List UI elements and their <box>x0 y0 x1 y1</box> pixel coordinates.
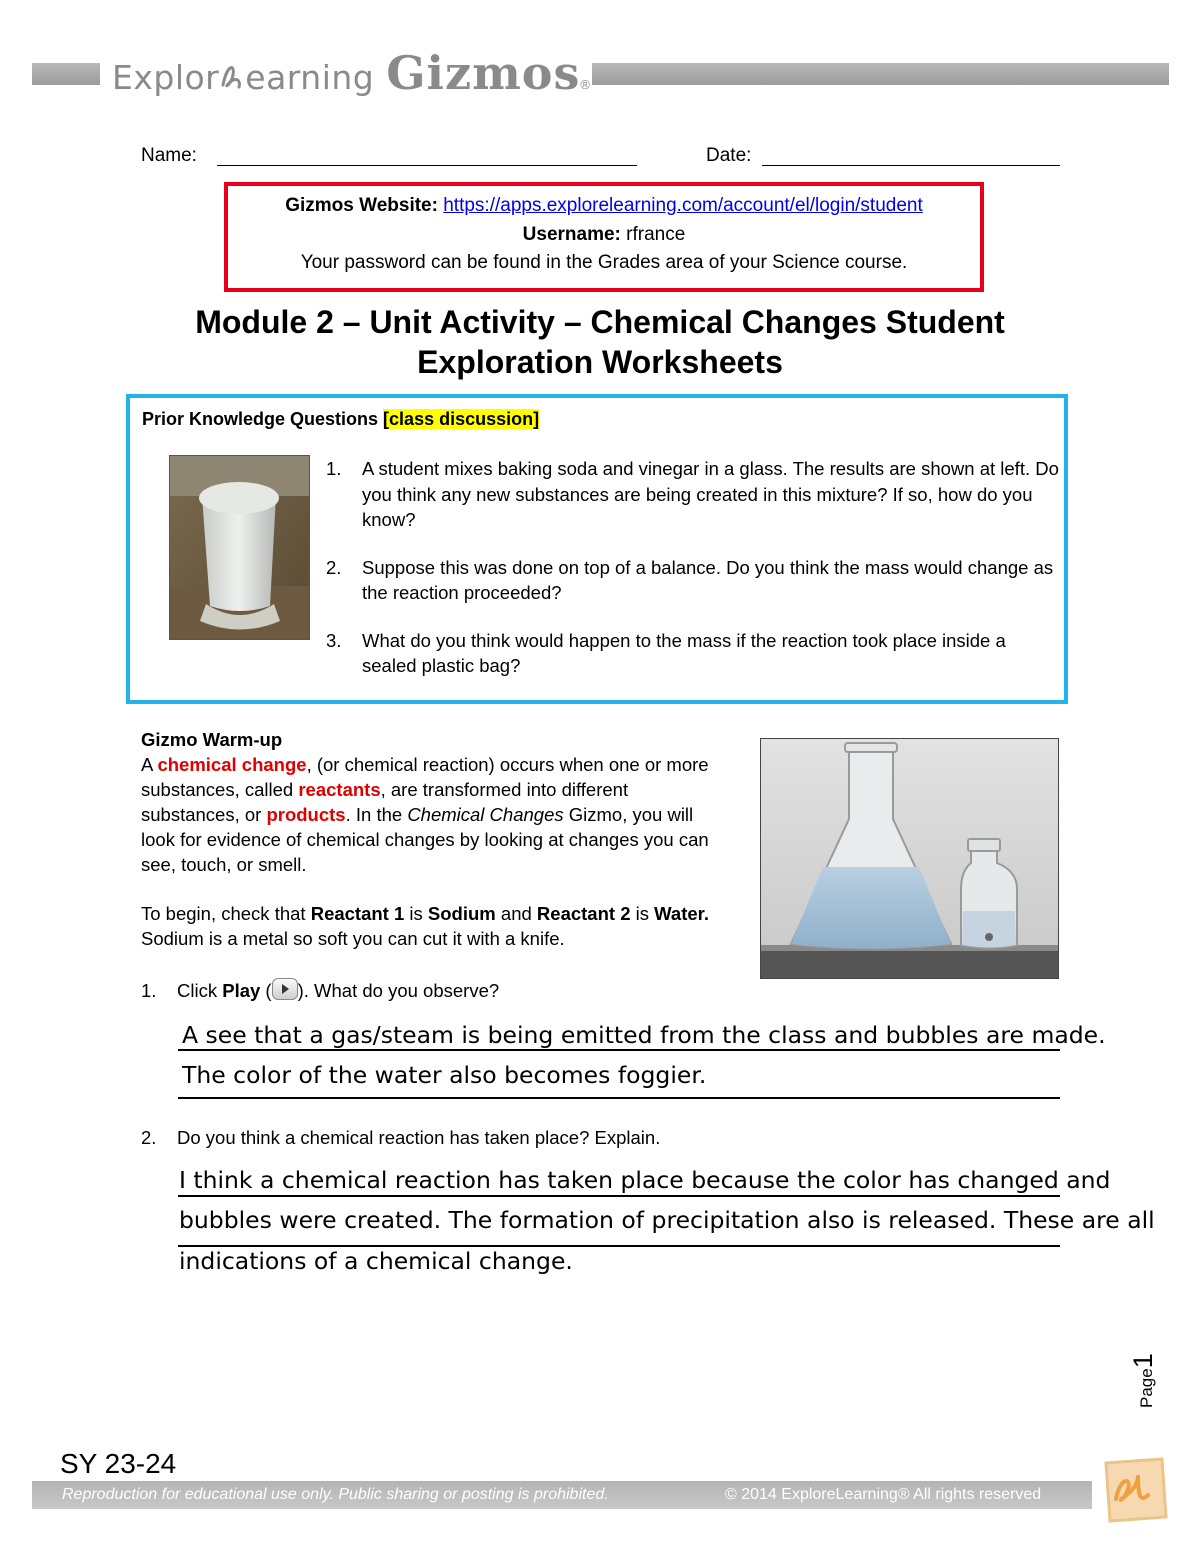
baking-soda-photo <box>169 455 310 640</box>
website-link[interactable]: https://apps.explorelearning.com/account/el/login/student <box>443 195 923 216</box>
brand-swirl-icon <box>219 61 245 93</box>
q1-answer-rule-2 <box>178 1097 1060 1099</box>
title-line-1: Module 2 – Unit Activity – Chemical Changes Student <box>195 304 1005 340</box>
q1-num: 1. <box>141 980 157 1001</box>
website-label: Gizmos Website: <box>285 195 438 216</box>
q1-answer-rule-1 <box>178 1049 1060 1051</box>
play-button-icon[interactable] <box>272 978 298 1000</box>
gizmo-name: Chemical Changes <box>407 804 564 825</box>
page-title <box>100 302 1100 382</box>
title-line-2: Exploration Worksheets <box>417 344 783 380</box>
question-2 <box>141 1125 660 1151</box>
school-year: SY 23-24 <box>60 1448 177 1479</box>
username-value: rfrance <box>626 223 686 245</box>
footer-disclaimer: Reproduction for educational use only. Public sharing or posting is prohibited. <box>62 1486 609 1503</box>
prior-question-1 <box>326 456 1061 533</box>
prior-q3-text: What do you think would happen to the mass if the reaction took place inside a sealed plastic bag? <box>362 629 1006 676</box>
explorelearning-logo-icon <box>1098 1455 1170 1525</box>
date-label: Date: <box>706 145 752 166</box>
q2-answer-line-3[interactable]: indications of a chemical change. <box>179 1247 573 1275</box>
question-1: 1. Click Play ( ). What do you observe? <box>141 978 499 1004</box>
warmup-heading: Gizmo Warm-up <box>141 729 283 750</box>
brand-logo <box>112 46 590 106</box>
class-discussion-tag: [class discussion] <box>383 409 540 429</box>
brand-gizmos: Gizmos <box>386 46 581 100</box>
page-label: Page <box>1137 1368 1156 1408</box>
prior-question-3 <box>326 628 1061 679</box>
prior-q1-text: A student mixes baking soda and vinegar in a glass. The results are shown at left. Do you think any new substances are being created in this mixture? If so, how do you know? <box>362 458 1059 530</box>
prior-knowledge-heading <box>142 409 539 430</box>
brand-learning: earning <box>245 58 375 97</box>
page-number <box>1120 1340 1160 1410</box>
q1-answer-line-2[interactable]: The color of the water also becomes foggier. <box>182 1061 707 1089</box>
q2-text: Do you think a chemical reaction has taken place? Explain. <box>177 1127 661 1148</box>
brand-explore: Explor <box>112 58 220 97</box>
q2-num: 2. <box>141 1127 157 1148</box>
username-label: Username: <box>522 223 621 245</box>
q2-answer-line-2[interactable]: bubbles were created. The formation of precipitation also is released. These are all <box>179 1206 1155 1234</box>
prior-q1-num: 1. <box>326 458 342 479</box>
prior-q2-text: Suppose this was done on top of a balance. Do you think the mass would change as the reaction proceeded? <box>362 556 1054 603</box>
warmup-paragraph-2: To begin, check that Reactant 1 is Sodium and Reactant 2 is Water. Sodium is a metal so soft you can cut it with a knife. <box>141 903 709 949</box>
term-chemical-change: chemical change <box>157 754 307 775</box>
brand-registered: ® <box>580 77 590 92</box>
footer-copyright: © 2014 ExploreLearning® All rights reserved <box>725 1486 1042 1503</box>
page-number-value: 1 <box>1128 1353 1158 1369</box>
password-note: Your password can be found in the Grades area of your Science course. <box>300 252 908 273</box>
q1-answer-line-1[interactable]: A see that a gas/steam is being emitted from the class and bubbles are made. <box>182 1021 1106 1049</box>
header-bar-left <box>32 63 100 85</box>
name-label: Name: <box>141 145 197 166</box>
date-field[interactable] <box>762 143 1060 166</box>
flask-and-bottle-image <box>760 738 1059 979</box>
q2-answer-rule-1 <box>178 1195 1060 1197</box>
prior-heading-text: Prior Knowledge Questions <box>142 409 379 429</box>
term-products: products <box>266 804 346 825</box>
header-bar-right <box>592 63 1169 85</box>
warmup-paragraph-1: A chemical change, (or chemical reaction) occurs when one or more substances, called reactants, are transformed into different substances, or products. In the Chemical Changes Gizmo, you will look for evidence of chemical changes by looking at changes you can see, touch, or smell. <box>141 754 709 875</box>
q2-answer-line-1[interactable]: I think a chemical reaction has taken place because the color has changed and <box>179 1166 1111 1194</box>
prior-q3-num: 3. <box>326 629 342 651</box>
prior-q2-num: 2. <box>326 556 342 578</box>
warmup-section <box>141 727 741 951</box>
prior-question-2 <box>326 555 1061 606</box>
term-reactants: reactants <box>298 779 381 800</box>
login-info-box <box>224 182 984 292</box>
prior-questions-list <box>326 456 1061 679</box>
name-field[interactable] <box>217 143 637 166</box>
